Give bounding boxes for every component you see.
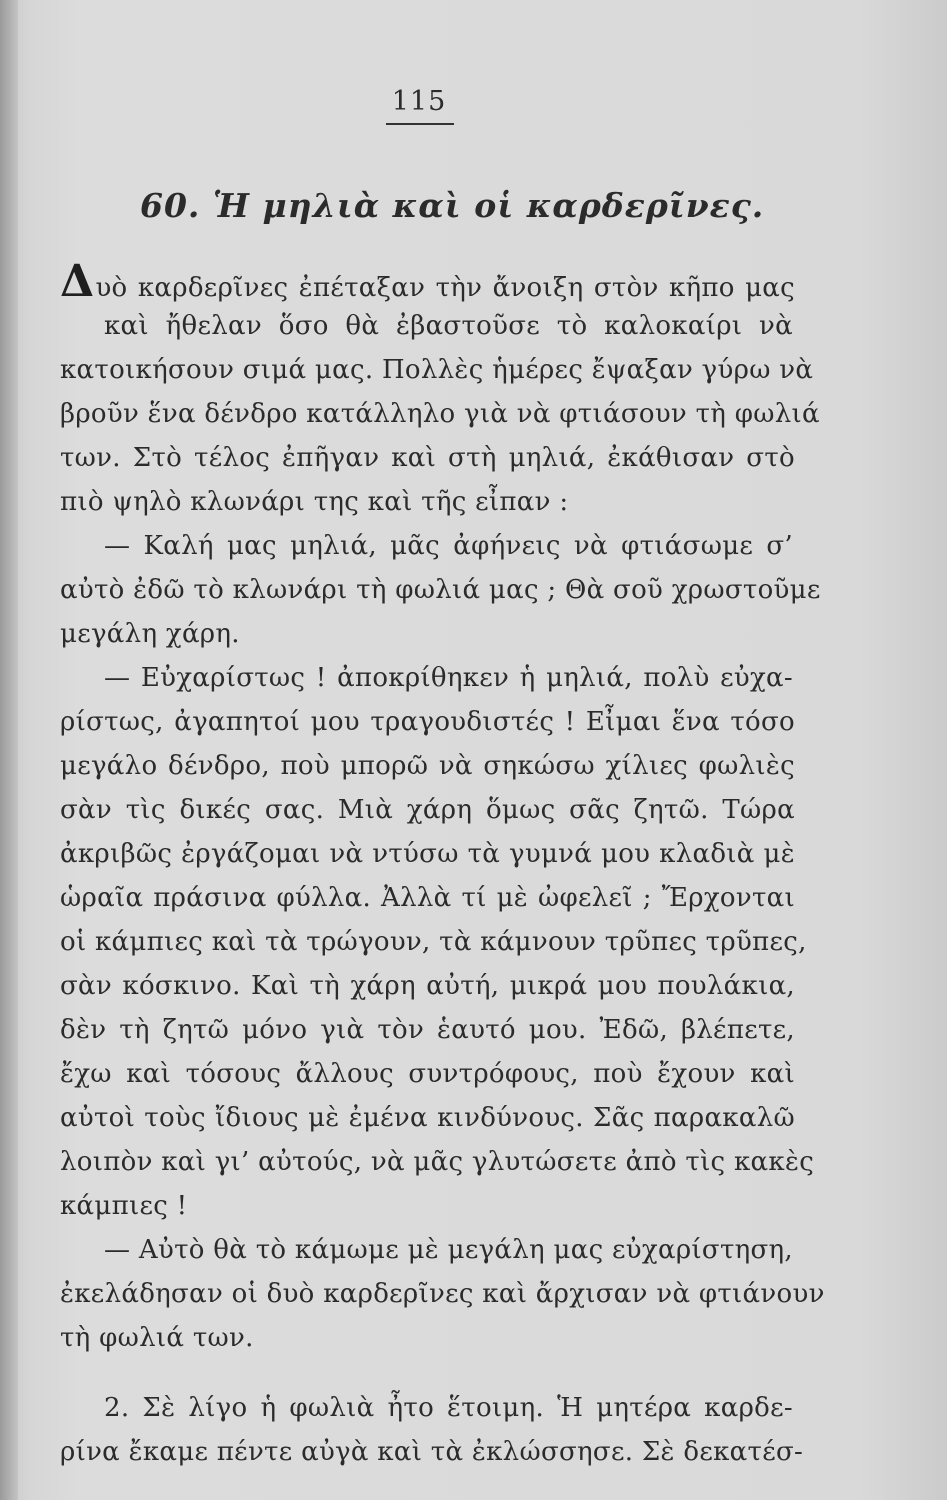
text-line-10: — Εὐχαρίστως ! ἀποκρίθηκεν ἡ μηλιά, πολὺ εὐχα- bbox=[104, 663, 793, 693]
page-number-rule bbox=[386, 123, 454, 125]
text-line-4: βροῦν ἕνα δένδρο κατάλληλο γιὰ νὰ φτιάσουν τὴ φωλιά bbox=[60, 399, 820, 429]
text-line-16: οἱ κάμπιες καὶ τὰ τρώγουν, τὰ κάμνουν τρῦπες τρῦπες, bbox=[60, 927, 807, 957]
text-line-11: ρίστως, ἀγαπητοί μου τραγουδιστές ! Εἶμαι ἕνα τόσο bbox=[60, 707, 795, 737]
text-line-7: — Καλή μας μηλιά, μᾶς ἀφήνεις νὰ φτιάσωμε σ’ bbox=[104, 531, 793, 561]
text-line-2: καὶ ἤθελαν ὅσο θὰ ἐβαστοῦσε τὸ καλοκαίρι νὰ bbox=[104, 311, 793, 341]
text-line-25: τὴ φωλιά των. bbox=[60, 1323, 254, 1353]
text-line-15: ὡραῖα πράσινα φύλλα. Ἀλλὰ τί μὲ ὠφελεῖ ; Ἔρχονται bbox=[60, 883, 795, 913]
text-line-6: πιὸ ψηλὸ κλωνάρι της καὶ τῆς εἶπαν : bbox=[60, 487, 569, 517]
text-line-26: 2. Σὲ λίγο ἡ φωλιὰ ἦτο ἕτοιμη. Ἡ μητέρα καρδε- bbox=[104, 1393, 793, 1423]
text-line-27: ρίνα ἔκαμε πέντε αὐγὰ καὶ τὰ ἐκλώσσησε. Σὲ δεκατέσ- bbox=[60, 1437, 804, 1467]
text-line-14: ἀκριβῶς ἐργάζομαι νὰ ντύσω τὰ γυμνά μου κλαδιὰ μὲ bbox=[60, 839, 795, 869]
line-text: υὸ καρδερῖνες ἐπέταξαν τὴν ἄνοιξη στὸν κῆπο μας bbox=[95, 273, 795, 303]
text-line-12: μεγάλο δένδρο, ποὺ μπορῶ νὰ σηκώσω χίλιες φωλιὲς bbox=[60, 751, 795, 781]
text-line-9: μεγάλη χάρη. bbox=[60, 619, 240, 649]
text-line-24: ἐκελάδησαν οἱ δυὸ καρδερῖνες καὶ ἄρχισαν νὰ φτιάνουν bbox=[60, 1279, 825, 1309]
text-line-20: αὐτοὶ τοὺς ἴδιους μὲ ἐμένα κινδύνους. Σᾶς παρακαλῶ bbox=[60, 1103, 795, 1133]
text-line-13: σὰν τὶς δικές σας. Μιὰ χάρη ὅμως σᾶς ζητῶ. Τώρα bbox=[60, 795, 795, 825]
chapter-heading: 60. Ἡ μηλιὰ καὶ οἱ καρδερῖνες. bbox=[140, 186, 765, 225]
text-line-19: ἔχω καὶ τόσους ἄλλους συντρόφους, ποὺ ἔχουν καὶ bbox=[60, 1059, 795, 1089]
dropcap-letter: Δ bbox=[60, 256, 95, 307]
text-line-5: των. Στὸ τέλος ἐπῆγαν καὶ στὴ μηλιά, ἐκάθισαν στὸ bbox=[60, 443, 795, 473]
text-line-18: δὲν τὴ ζητῶ μόνο γιὰ τὸν ἑαυτό μου. Ἐδῶ, βλέπετε, bbox=[60, 1015, 795, 1045]
text-line-1 bbox=[60, 256, 795, 307]
text-line-3: κατοικήσουν σιμά μας. Πολλὲς ἡμέρες ἔψαξαν γύρω νὰ bbox=[60, 355, 814, 385]
text-line-21: λοιπὸν καὶ γι’ αὐτούς, νὰ μᾶς γλυτώσετε ἀπὸ τὶς κακὲς bbox=[60, 1147, 815, 1177]
page-number: 115 bbox=[391, 86, 447, 117]
text-line-23: — Αὐτὸ θὰ τὸ κάμωμε μὲ μεγάλη μας εὐχαρίστηση, bbox=[104, 1235, 793, 1265]
text-line-8: αὐτὸ ἐδῶ τὸ κλωνάρι τὴ φωλιά μας ; Θὰ σοῦ χρωστοῦμε bbox=[60, 575, 821, 605]
text-line-17: σὰν κόσκινο. Καὶ τὴ χάρη αὐτή, μικρά μου πουλάκια, bbox=[60, 971, 795, 1001]
page-edge-shadow bbox=[0, 0, 18, 1500]
text-line-22: κάμπιες ! bbox=[60, 1191, 188, 1221]
